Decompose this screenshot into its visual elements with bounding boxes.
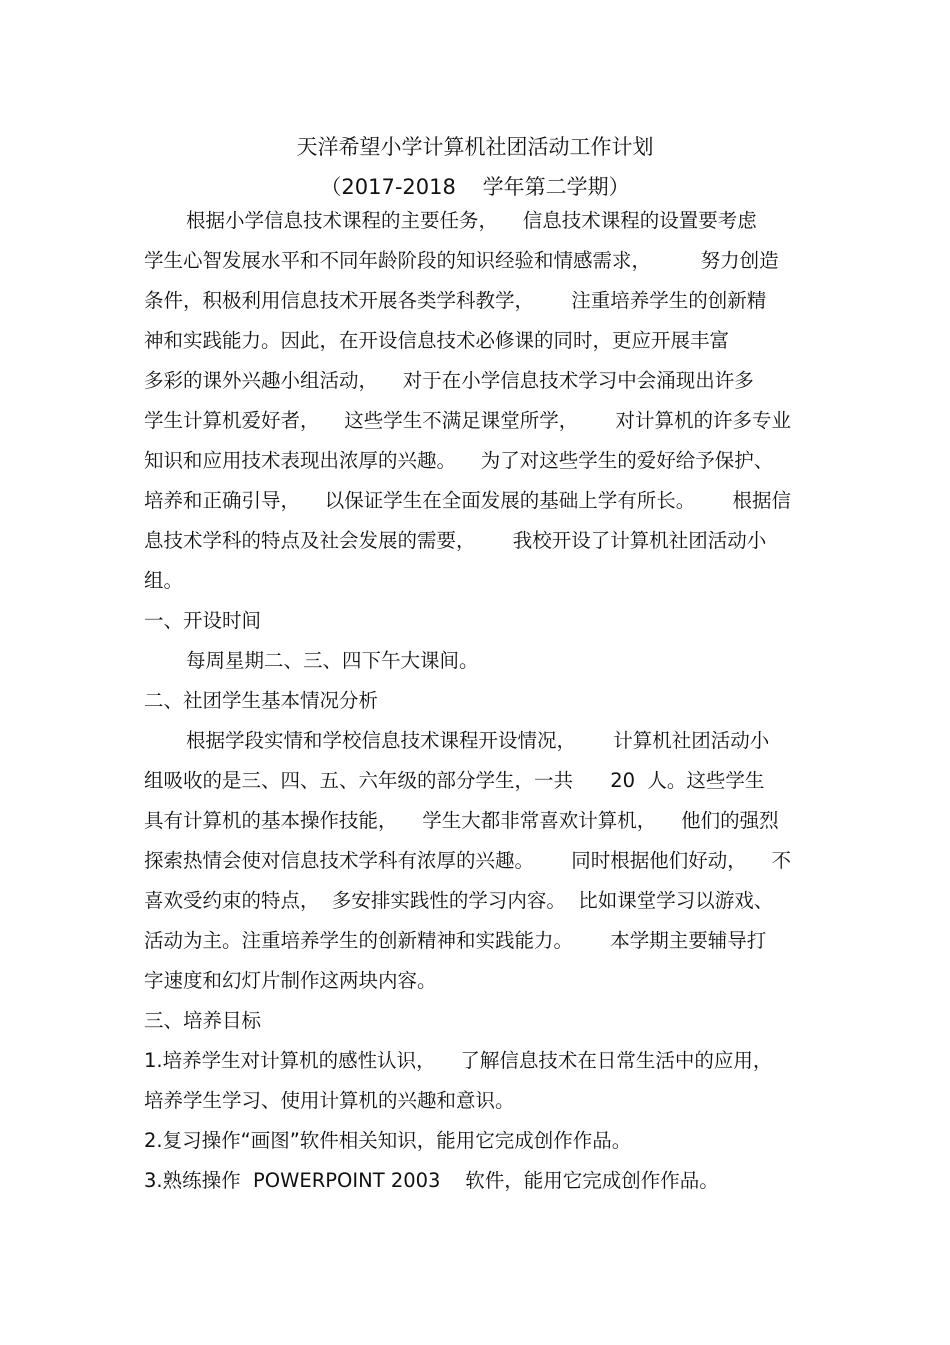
paragraph-line: 条件，积极利用信息技术开展各类学科教学， 注重培养学生的创新精	[144, 289, 767, 312]
paragraph-line: 活动为主。注重培养学生的创新精神和实践能力。 本学期主要辅导打	[144, 929, 767, 952]
paragraph-line: 喜欢受约束的特点， 多安排实践性的学习内容。 比如课堂学习以游戏、	[144, 889, 774, 912]
paragraph-line: 每周星期二、三、四下午大课间。	[186, 649, 479, 672]
paragraph-line: 组吸收的是三、四、五、六年级的部分学生，一共 20 人。这些学生	[144, 769, 765, 792]
section-heading: 一、开设时间	[144, 609, 262, 632]
paragraph-line: 根据学段实情和学校信息技术课程开设情况， 计算机社团活动小	[186, 729, 770, 752]
section-heading: 三、培养目标	[144, 1009, 262, 1032]
list-item: 2.复习操作“画图”软件相关知识，能用它完成创作作品。	[144, 1129, 632, 1152]
paragraph-line: 神和实践能力。因此，在开设信息技术必修课的同时，更应开展丰富	[144, 329, 730, 352]
list-item: 3.熟练操作 POWERPOINT 2003 软件，能用它完成创作作品。	[144, 1169, 719, 1192]
paragraph-line: 字速度和幻灯片制作这两块内容。	[144, 969, 437, 992]
paragraph-line: 具有计算机的基本操作技能， 学生大都非常喜欢计算机， 他们的强烈	[144, 809, 779, 832]
paragraph-line: 学生计算机爱好者， 这些学生不满足课堂所学， 对计算机的许多专业	[144, 409, 791, 432]
document-title: 天洋希望小学计算机社团活动工作计划	[296, 135, 654, 159]
paragraph-line: 根据小学信息技术课程的主要任务， 信息技术课程的设置要考虑	[186, 209, 757, 232]
paragraph-line: 多彩的课外兴趣小组活动， 对于在小学信息技术学习中会涌现出许多	[144, 369, 754, 392]
list-item: 1.培养学生对计算机的感性认识， 了解信息技术在日常生活中的应用，	[144, 1049, 773, 1072]
paragraph-line: 探索热情会使对信息技术学科有浓厚的兴趣。 同时根据他们好动， 不	[144, 849, 791, 872]
paragraph-line: 组。	[144, 569, 184, 592]
paragraph-line: 学生心智发展水平和不同年龄阶段的知识经验和情感需求， 努力创造	[144, 249, 779, 272]
document-subtitle: （2017-2018 学年第二学期）	[320, 175, 630, 199]
list-item-continuation: 培养学生学习、使用计算机的兴趣和意识。	[144, 1089, 515, 1112]
section-heading: 二、社团学生基本情况分析	[144, 689, 379, 712]
paragraph-line: 息技术学科的特点及社会发展的需要， 我校开设了计算机社团活动小	[144, 529, 767, 552]
paragraph-line: 培养和正确引导， 以保证学生在全面发展的基础上学有所长。 根据信	[144, 489, 791, 512]
paragraph-line: 知识和应用技术表现出浓厚的兴趣。 为了对这些学生的爱好给予保护、	[144, 449, 774, 472]
